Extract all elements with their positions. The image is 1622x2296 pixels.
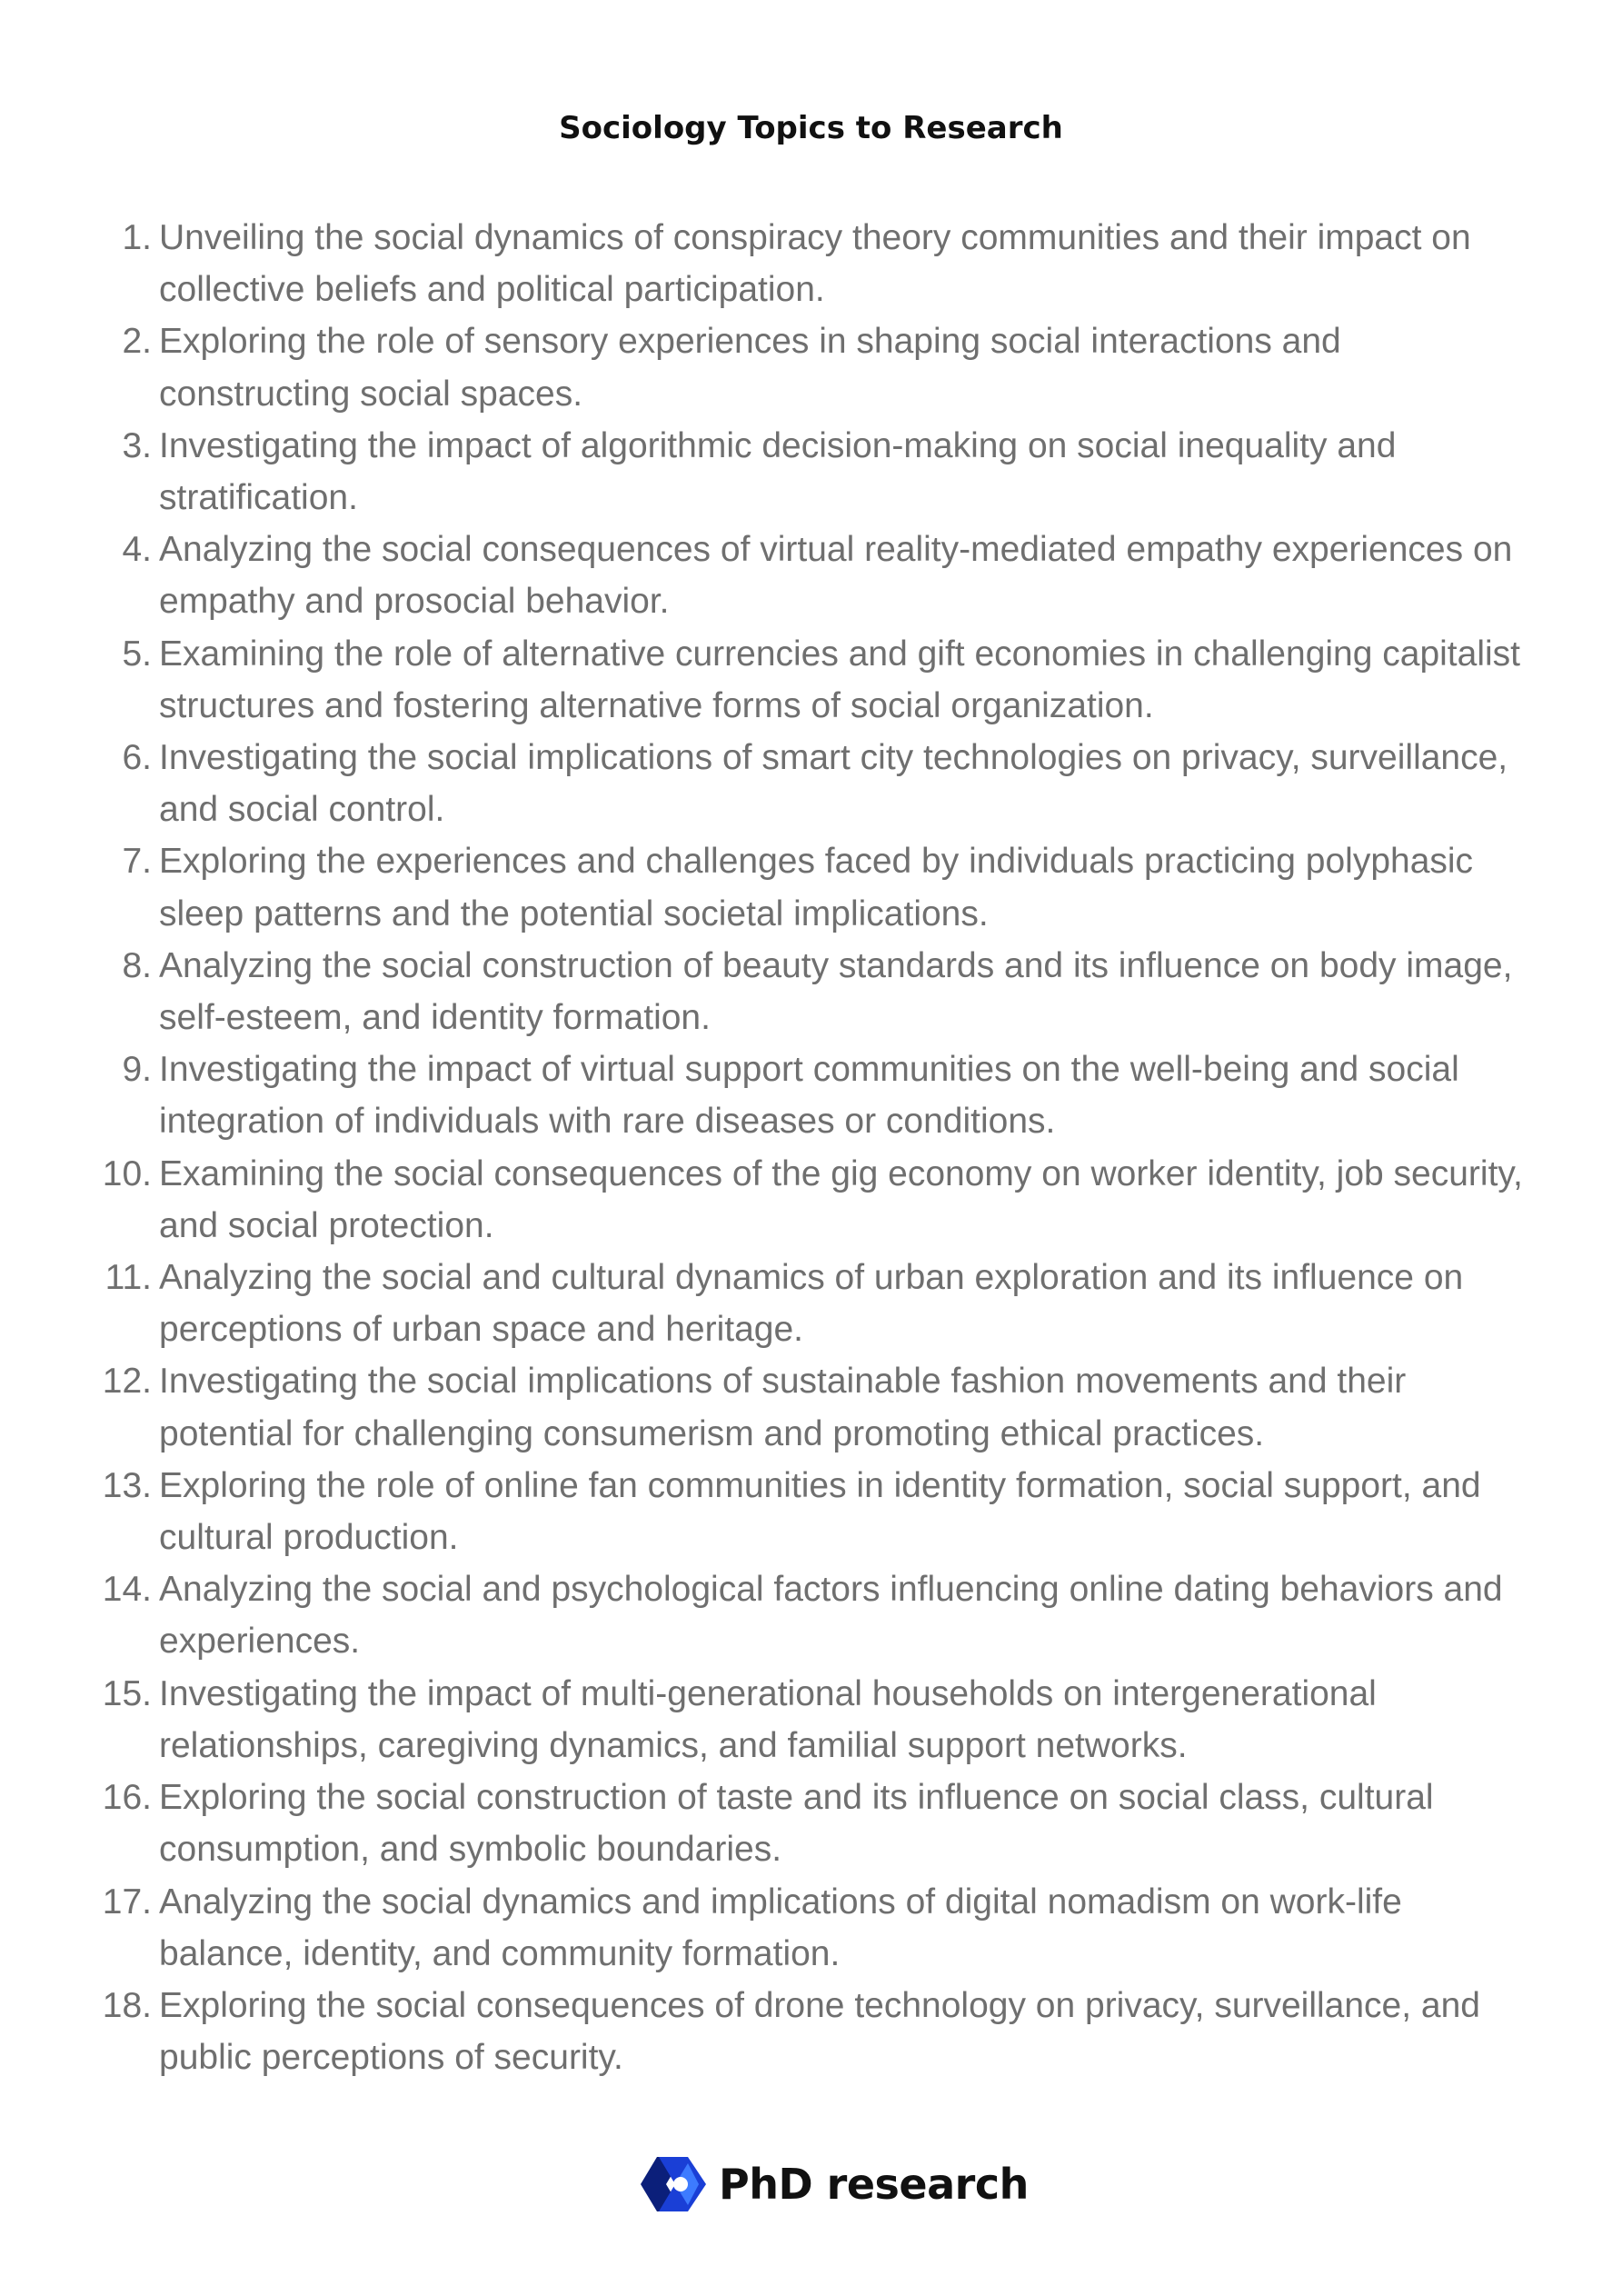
list-item bbox=[102, 1460, 1531, 1563]
list-item-number: 5. bbox=[122, 634, 152, 674]
list-item-text: Exploring the experiences and challenges faced by individuals practicing polyphasic sleep patterns and the potential societal implications. bbox=[159, 842, 1474, 933]
list-item-text: Analyzing the social construction of beauty standards and its influence on body image, self-esteem, and identity formation. bbox=[159, 945, 1513, 1038]
brand-name: PhD research bbox=[719, 2160, 1029, 2209]
list-item-number: 7. bbox=[122, 842, 152, 882]
list-item-text: Exploring the role of sensory experiences in shaping social interactions and constructing social spaces. bbox=[159, 322, 1341, 414]
list-item bbox=[122, 212, 1531, 315]
list-item bbox=[122, 628, 1531, 732]
list-item-text: Analyzing the social consequences of virtual reality-mediated empathy experiences on empathy and prosocial behavior. bbox=[159, 530, 1513, 622]
list-item-text: Exploring the social construction of taste and its influence on social class, cultural consumption, and symbolic boundaries. bbox=[159, 1778, 1434, 1870]
list-item-text: Exploring the social consequences of drone technology on privacy, surveillance, and public perceptions of security. bbox=[159, 1985, 1480, 2078]
list-item bbox=[102, 1668, 1531, 1772]
list-item-number: 2. bbox=[122, 322, 152, 362]
list-item bbox=[102, 1148, 1531, 1252]
list-item-text: Investigating the impact of algorithmic decision-making on social inequality and stratification. bbox=[159, 425, 1397, 518]
list-item-number: 18. bbox=[102, 1985, 152, 2025]
list-item-number: 17. bbox=[102, 1882, 152, 1922]
footer-logo bbox=[639, 2152, 1029, 2216]
list-item-number: 3. bbox=[122, 425, 152, 465]
list-item-text: Analyzing the social and psychological factors influencing online dating behaviors and experiences. bbox=[159, 1570, 1503, 1662]
list-item bbox=[122, 1043, 1531, 1147]
list-item-number: 10. bbox=[102, 1153, 152, 1193]
topic-list bbox=[102, 212, 1531, 2083]
list-item bbox=[122, 835, 1531, 939]
list-item-text: Unveiling the social dynamics of conspiracy theory communities and their impact on collective beliefs and political participation. bbox=[159, 218, 1471, 310]
list-item-number: 14. bbox=[102, 1570, 152, 1610]
list-item-number: 12. bbox=[102, 1362, 152, 1402]
list-item-text: Investigating the social implications of smart city technologies on privacy, surveillance, and social control. bbox=[159, 738, 1508, 830]
list-item-text: Investigating the impact of virtual support communities on the well-being and social integration of individuals with rare diseases or conditions. bbox=[159, 1050, 1459, 1142]
list-item bbox=[122, 315, 1531, 419]
list-item bbox=[102, 1876, 1531, 1980]
list-item-number: 16. bbox=[102, 1778, 152, 1818]
list-item bbox=[122, 524, 1531, 627]
list-item bbox=[122, 420, 1531, 524]
phd-research-logo-icon bbox=[639, 2154, 708, 2214]
list-item-text: Exploring the role of online fan communities in identity formation, social support, and cultural production. bbox=[159, 1465, 1481, 1558]
list-item bbox=[102, 1563, 1531, 1667]
list-item bbox=[122, 732, 1531, 835]
list-item bbox=[102, 1772, 1531, 1875]
page-title: Sociology Topics to Research bbox=[559, 110, 1063, 146]
list-item bbox=[104, 1252, 1531, 1355]
list-item-text: Examining the role of alternative currencies and gift economies in challenging capitalist structures and fostering alternative forms of social organization. bbox=[159, 634, 1520, 725]
list-item-text: Investigating the impact of multi-generational households on intergenerational relationships, caregiving dynamics, and familial support networks. bbox=[159, 1673, 1377, 1765]
list-item-text: Examining the social consequences of the gig economy on worker identity, job security, and social protection. bbox=[159, 1153, 1523, 1245]
list-item-number: 9. bbox=[122, 1050, 152, 1090]
list-item bbox=[122, 940, 1531, 1043]
list-item-number: 11. bbox=[104, 1258, 152, 1298]
list-item-number: 15. bbox=[102, 1673, 152, 1713]
list-item-text: Investigating the social implications of sustainable fashion movements and their potential for challenging consumerism and promoting ethical practices. bbox=[159, 1362, 1407, 1453]
list-item-number: 4. bbox=[122, 530, 152, 570]
list-item-number: 6. bbox=[122, 738, 152, 778]
list-item-number: 8. bbox=[122, 945, 152, 985]
list-item-text: Analyzing the social dynamics and implications of digital nomadism on work-life balance, identity, and community formation. bbox=[159, 1882, 1402, 1973]
list-item-number: 1. bbox=[122, 218, 152, 257]
list-item bbox=[102, 1980, 1531, 2083]
list-item-text: Analyzing the social and cultural dynamics of urban exploration and its influence on perceptions of urban space and heritage. bbox=[159, 1258, 1464, 1350]
list-item-number: 13. bbox=[102, 1465, 152, 1505]
list-item bbox=[102, 1355, 1531, 1459]
